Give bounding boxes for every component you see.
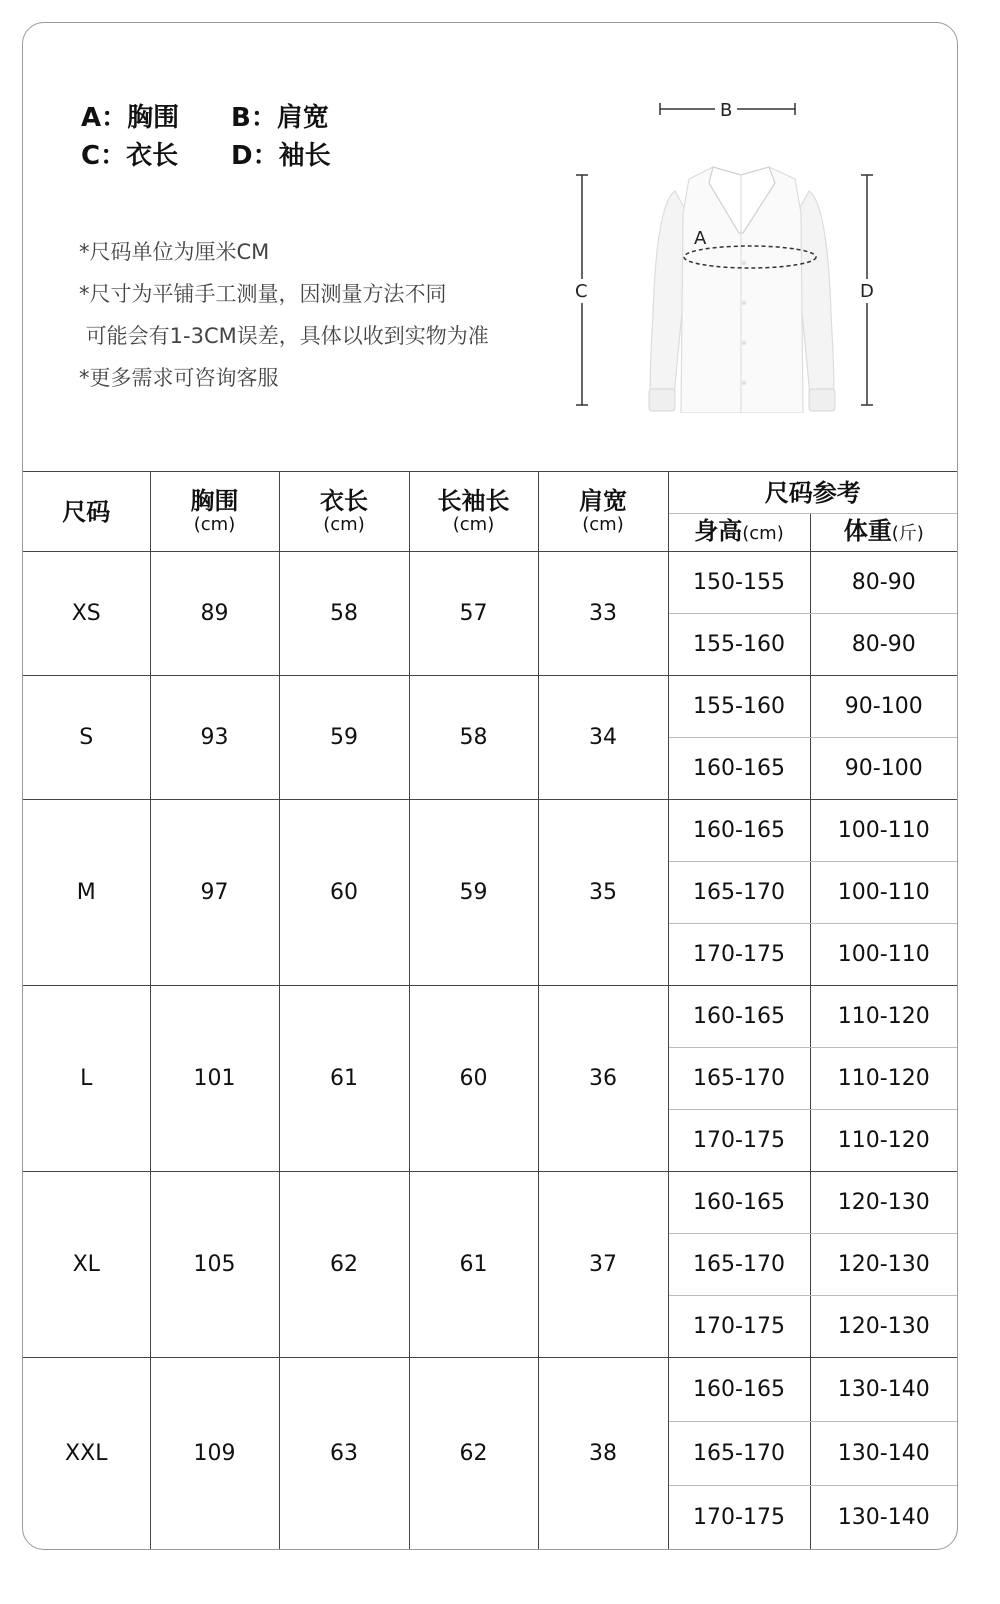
cell-height: 160-165	[668, 1358, 810, 1422]
header-shoulder-label: 肩宽	[579, 486, 627, 515]
note-line: 可能会有1-3CM误差，具体以收到实物为准	[79, 324, 489, 348]
header-size: 尺码	[23, 472, 150, 552]
table-row	[23, 1172, 957, 1234]
cell-weight: 80-90	[810, 552, 957, 614]
size-table-body	[23, 552, 957, 1550]
table-row	[23, 552, 957, 614]
note-line: *尺寸为平铺手工测量，因测量方法不同	[79, 282, 447, 306]
cell-weight: 110-120	[810, 1110, 957, 1172]
cell-weight: 100-110	[810, 862, 957, 924]
shoulder-width-indicator	[660, 100, 795, 121]
cell-height: 160-165	[668, 986, 810, 1048]
cell-weight: 120-130	[810, 1296, 957, 1358]
note-line: *尺码单位为厘米CM	[79, 240, 270, 264]
cell-sleeve: 61	[409, 1172, 538, 1358]
table-row	[23, 1358, 957, 1422]
header-weight	[810, 514, 957, 552]
cell-chest: 97	[150, 800, 279, 986]
table-row	[23, 800, 957, 862]
header-unit: (cm)	[452, 513, 495, 535]
header-height	[668, 514, 810, 552]
cell-sleeve: 62	[409, 1358, 538, 1550]
header-length	[279, 472, 409, 552]
cell-weight: 120-130	[810, 1234, 957, 1296]
legend-c: C：衣长	[81, 141, 179, 171]
cell-chest: 89	[150, 552, 279, 676]
header-weight-label: 体重	[843, 517, 892, 545]
note-line: *更多需求可咨询客服	[79, 366, 279, 390]
cell-chest: 101	[150, 986, 279, 1172]
cell-weight: 100-110	[810, 924, 957, 986]
cell-weight: 130-140	[810, 1422, 957, 1486]
cell-length: 60	[279, 800, 409, 986]
cell-length: 62	[279, 1172, 409, 1358]
cell-shoulder: 36	[538, 986, 668, 1172]
header-length-label: 衣长	[320, 486, 368, 515]
cell-height: 155-160	[668, 676, 810, 738]
sleeve-indicator	[860, 175, 874, 405]
cell-weight: 80-90	[810, 614, 957, 676]
cell-weight: 130-140	[810, 1486, 957, 1550]
cell-weight: 100-110	[810, 800, 957, 862]
measurement-diagram	[563, 83, 883, 413]
cell-height: 170-175	[668, 1486, 810, 1550]
cell-height: 170-175	[668, 1110, 810, 1172]
cell-weight: 120-130	[810, 1172, 957, 1234]
cell-shoulder: 37	[538, 1172, 668, 1358]
length-indicator	[575, 175, 588, 405]
header-height-label: 身高	[694, 517, 743, 545]
cell-size: XL	[23, 1172, 150, 1358]
cell-height: 165-170	[668, 1422, 810, 1486]
cell-size: S	[23, 676, 150, 800]
cell-sleeve: 60	[409, 986, 538, 1172]
cell-height: 170-175	[668, 1296, 810, 1358]
label-c: C	[575, 281, 588, 302]
legend-b: B：肩宽	[231, 103, 329, 133]
table-row	[23, 986, 957, 1048]
cell-length: 61	[279, 986, 409, 1172]
cell-weight: 90-100	[810, 676, 957, 738]
cell-height: 160-165	[668, 1172, 810, 1234]
cell-length: 63	[279, 1358, 409, 1550]
cell-weight: 130-140	[810, 1358, 957, 1422]
header-height-unit: (cm)	[742, 523, 784, 544]
table-row	[23, 676, 957, 738]
cell-size: L	[23, 986, 150, 1172]
cell-size: M	[23, 800, 150, 986]
cell-shoulder: 34	[538, 676, 668, 800]
cell-height: 160-165	[668, 738, 810, 800]
label-b: B	[720, 100, 733, 121]
cell-length: 59	[279, 676, 409, 800]
header-chest	[150, 472, 279, 552]
cell-weight: 90-100	[810, 738, 957, 800]
cell-height: 160-165	[668, 800, 810, 862]
cell-height: 150-155	[668, 552, 810, 614]
white-blouse-icon	[649, 167, 835, 413]
cell-shoulder: 38	[538, 1358, 668, 1550]
header-reference: 尺码参考	[668, 472, 957, 514]
label-a: A	[694, 228, 707, 249]
cell-length: 58	[279, 552, 409, 676]
header-unit: (cm)	[323, 513, 365, 535]
cell-size: XS	[23, 552, 150, 676]
cell-weight: 110-120	[810, 986, 957, 1048]
header-chest-label: 胸围	[190, 486, 239, 515]
header-unit: (cm)	[193, 513, 236, 535]
header-shoulder	[538, 472, 668, 552]
cell-sleeve: 58	[409, 676, 538, 800]
cell-chest: 109	[150, 1358, 279, 1550]
size-table	[23, 471, 957, 1550]
header-unit: (cm)	[582, 513, 624, 535]
measurement-legend	[81, 99, 381, 175]
header-weight-unit: (斤)	[891, 523, 924, 544]
cell-weight: 110-120	[810, 1048, 957, 1110]
header-sleeve	[409, 472, 538, 552]
cell-sleeve: 59	[409, 800, 538, 986]
cell-chest: 93	[150, 676, 279, 800]
cell-shoulder: 33	[538, 552, 668, 676]
cell-height: 170-175	[668, 924, 810, 986]
cell-size: XXL	[23, 1358, 150, 1550]
cell-height: 165-170	[668, 1048, 810, 1110]
cell-height: 165-170	[668, 862, 810, 924]
cell-height: 155-160	[668, 614, 810, 676]
legend-a: A：胸围	[81, 103, 180, 133]
legend-d: D：袖长	[231, 141, 331, 171]
size-chart-card	[22, 22, 958, 1550]
cell-chest: 105	[150, 1172, 279, 1358]
cell-height: 165-170	[668, 1234, 810, 1296]
cell-shoulder: 35	[538, 800, 668, 986]
header-sleeve-label: 长袖长	[437, 486, 510, 515]
label-d: D	[860, 281, 874, 302]
cell-sleeve: 57	[409, 552, 538, 676]
size-notes	[79, 231, 489, 399]
